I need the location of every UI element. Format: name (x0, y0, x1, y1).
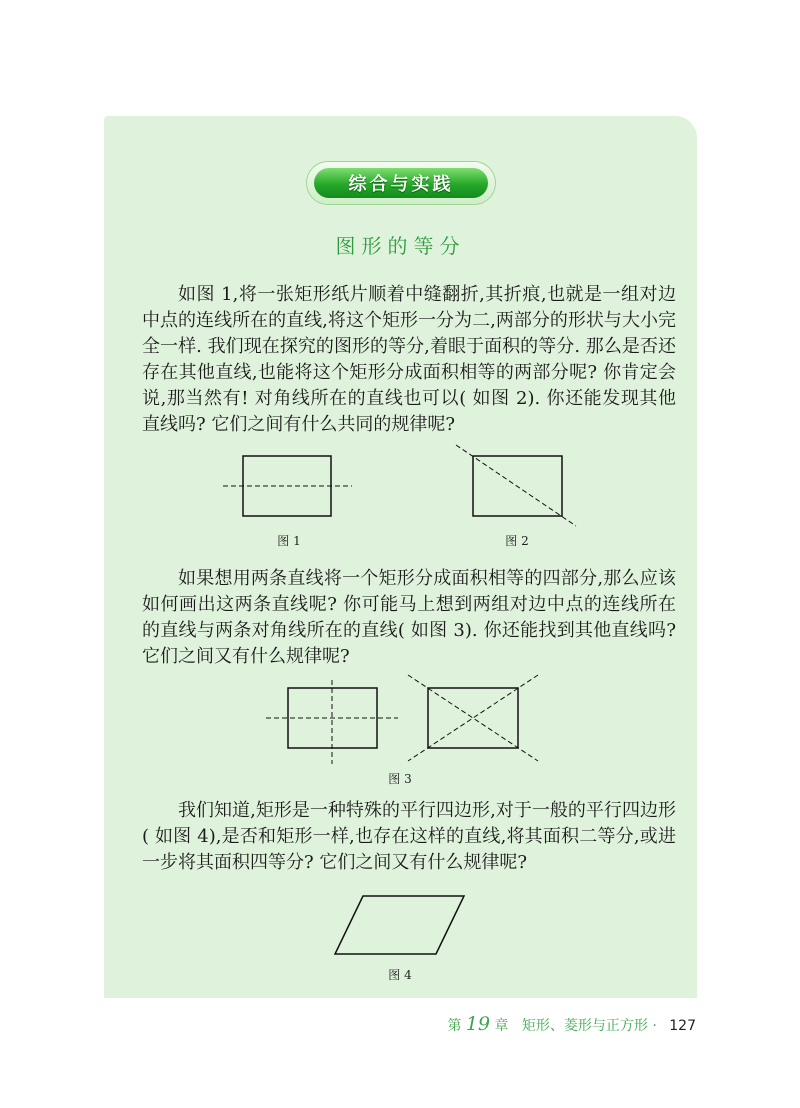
page-number: 127 (669, 1018, 696, 1034)
fig3-caption: 图 3 (388, 772, 412, 786)
figure-4 (330, 892, 470, 958)
paragraph-1: 如图 1,将一张矩形纸片顺着中缝翻折,其折痕,也就是一组对边中点的连线所在的直线,将这个矩形一分为二,两部分的形状与大小完全一样. 我们现在探究的图形的等分,着眼于面积的等分. 那么是否还存在其他直线,也能将这个矩形分成面积相等的两部分呢? 你肯定会说,那当然有! 对角线所在的直线也可以( 如图 2). 你还能发现其他直线吗? 它们之间有什么共同的规律呢? (142, 284, 676, 435)
paragraph-3: 我们知道,矩形是一种特殊的平行四边形,对于一般的平行四边形( 如图 4),是否和矩形一样,也存在这样的直线,将其面积二等分,或进一步将其面积四等分? 它们之间又有什么规律呢? (142, 800, 676, 873)
fig1-caption: 图 1 (277, 534, 301, 548)
chapter-title: 矩形、菱形与正方形 · (521, 1018, 657, 1034)
banner-label: 综合与实践 (314, 168, 488, 198)
figure-2 (450, 442, 580, 530)
fig4-caption: 图 4 (388, 968, 412, 982)
figure-3-diagonals (404, 672, 544, 768)
figure-1 (220, 452, 360, 522)
paragraph-2: 如果想用两条直线将一个矩形分成面积相等的四部分,那么应该如何画出这两条直线呢? 你可能马上想到两组对边中点的连线所在的直线与两条对角线所在的直线( 如图 3). 你还能找到其他直线吗? 它们之间又有什么规律呢? (142, 568, 676, 667)
fig4-parallelogram (335, 896, 464, 954)
page-footer (447, 1013, 696, 1035)
chapter-prefix: 第 (447, 1018, 462, 1034)
fig2-diagonal (456, 445, 576, 526)
section-banner (307, 162, 495, 204)
chapter-suffix: 章 (494, 1018, 509, 1034)
section-title: 图形的等分 (335, 234, 466, 258)
chapter-number: 19 (465, 1013, 491, 1035)
fig2-caption: 图 2 (505, 534, 529, 548)
figure-3-midlines (264, 678, 400, 768)
